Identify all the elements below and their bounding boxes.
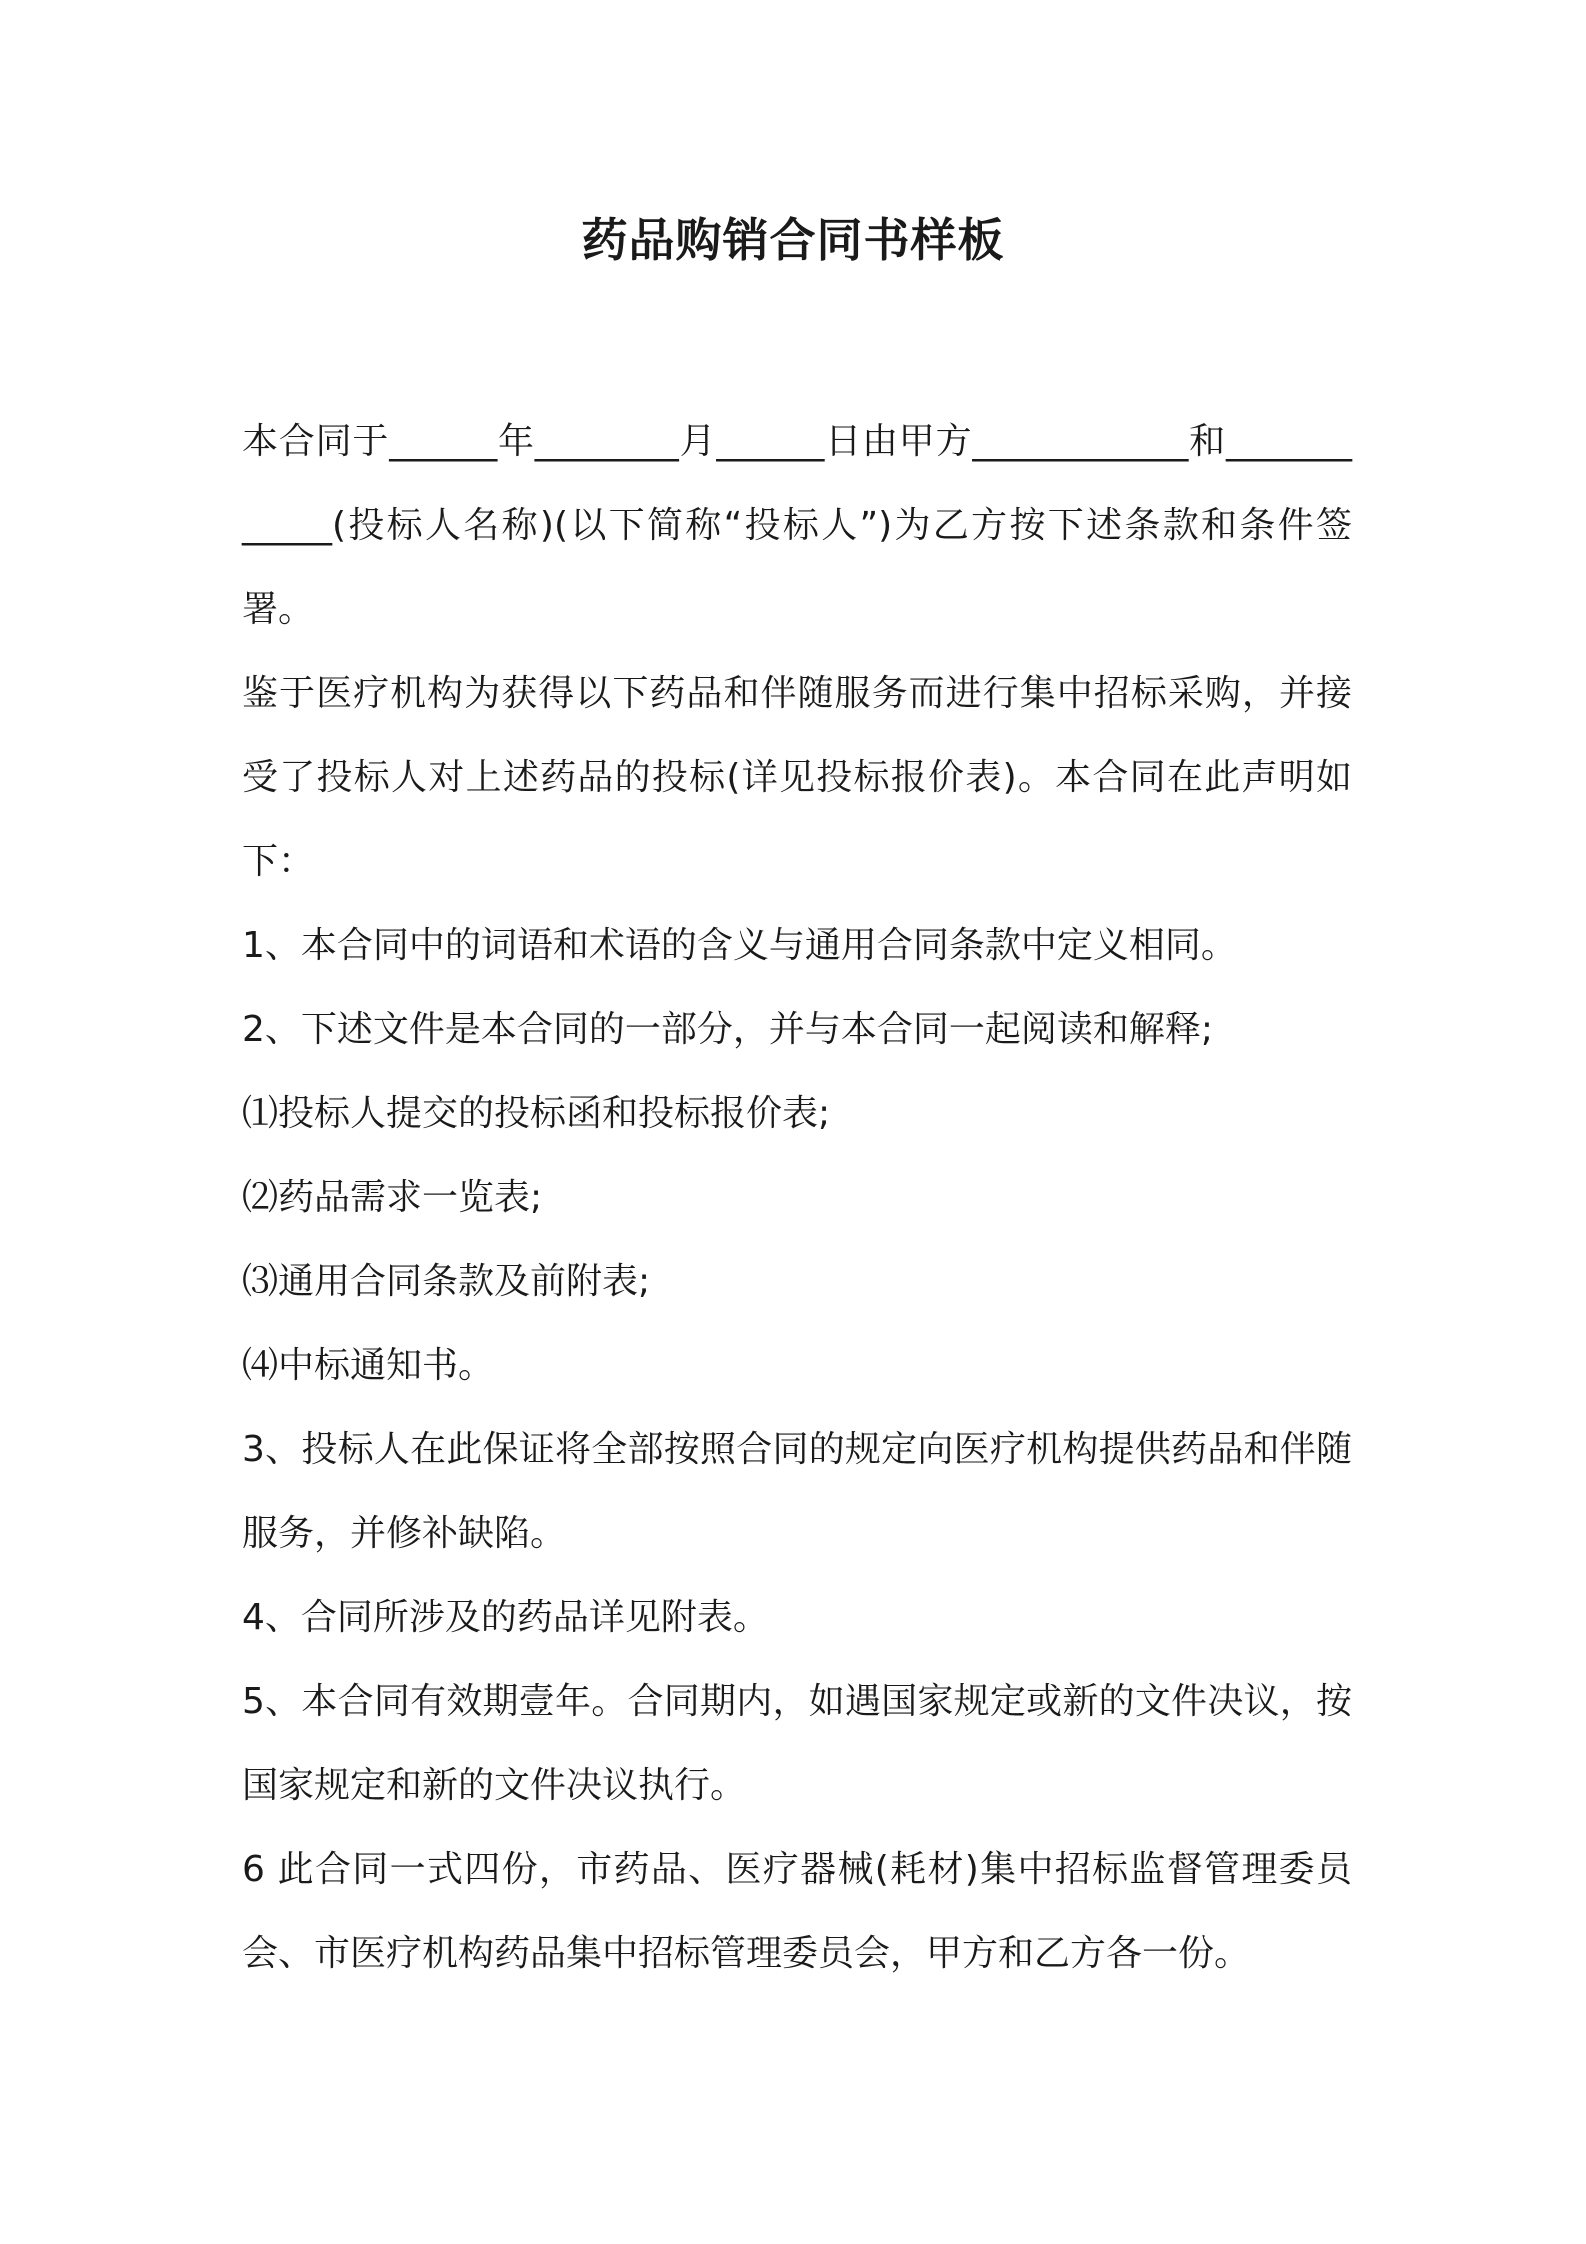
clause-2: 2、下述文件是本合同的一部分，并与本合同一起阅读和解释; [242,1009,1214,1050]
clause-6: 6 此合同一式四份，市药品、医疗器械(耗材)集中招标监督管理委员会、市医疗机构药品集中招标管理委员会，甲方和乙方各一份。 [242,1849,1352,1974]
document-body [242,400,1352,1996]
clause-3: 3、投标人在此保证将全部按照合同的规定向医疗机构提供药品和伴随服务，并修补缺陷。 [242,1429,1352,1554]
clause-2-item-2: ⑵药品需求一览表; [242,1177,543,1218]
paragraph-intro: 本合同于______年________月______日由甲方____________和____________(投标人名称)(以下简称“投标人”)为乙方按下述条款和条件签署。 [242,421,1352,630]
paragraph-whereas: 鉴于医疗机构为获得以下药品和伴随服务而进行集中招标采购，并接受了投标人对上述药品的投标(详见投标报价表)。本合同在此声明如下： [242,673,1352,882]
document-title: 药品购销合同书样板 [581,213,1005,267]
clause-2-item-4: ⑷中标通知书。 [242,1345,495,1386]
clause-1: 1、本合同中的词语和术语的含义与通用合同条款中定义相同。 [242,925,1237,966]
clause-2-item-3: ⑶通用合同条款及前附表; [242,1261,651,1302]
clause-2-item-1: ⑴投标人提交的投标函和投标报价表; [242,1093,831,1134]
clause-4: 4、合同所涉及的药品详见附表。 [242,1597,769,1638]
clause-5: 5、本合同有效期壹年。合同期内，如遇国家规定或新的文件决议，按国家规定和新的文件决议执行。 [242,1681,1352,1806]
